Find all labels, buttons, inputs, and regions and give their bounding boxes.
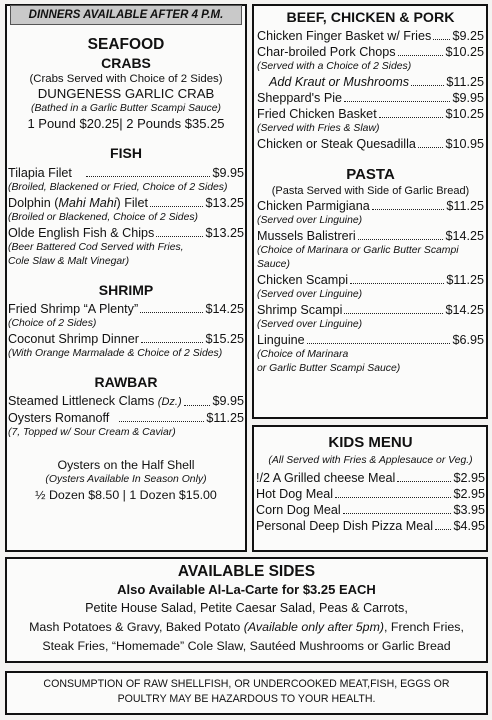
sides-line-1: Petite House Salad, Petite Caesar Salad, Peas & Carrots, bbox=[85, 601, 408, 615]
linguine-note: (Choice of Marinara bbox=[257, 349, 349, 360]
menu-item-pork-chops: Char-broiled Pork Chops $10.25 bbox=[257, 45, 484, 59]
fish-chips-note: (Beer Battered Cod Served with Fries, bbox=[8, 242, 184, 253]
seafood-content bbox=[8, 36, 244, 503]
menu-item-add-kraut: Add Kraut or Mushrooms $11.25 bbox=[269, 75, 484, 89]
menu-item-chicken-finger: Chicken Finger Basket w/ Fries $9.25 bbox=[257, 29, 484, 43]
sides-content bbox=[8, 562, 485, 656]
chicken-parmigiana-note: (Served over Linguine) bbox=[257, 215, 363, 226]
mussels-note: (Choice of Marinara or Garlic Butter Scampi bbox=[257, 245, 459, 256]
half-shell-note: (Oysters Available In Season Only) bbox=[45, 474, 207, 485]
menu-item-linguine: Linguine $6.95 bbox=[257, 333, 484, 347]
coconut-shrimp-note: (With Orange Marmalade & Choice of 2 Sides) bbox=[8, 348, 223, 359]
fish-list bbox=[8, 165, 244, 269]
sides-line-2: Mash Potatoes & Gravy, Baked Potato (Available only after 5pm), French Fries, bbox=[29, 620, 464, 634]
tilapia-note: (Broiled, Blackened or Fried, Choice of 2 Sides) bbox=[8, 182, 228, 193]
dungeness-crab-note: (Bathed in a Garlic Butter Scampi Sauce) bbox=[30, 103, 221, 114]
menu-item-chicken-scampi: Chicken Scampi $11.25 bbox=[257, 273, 484, 287]
oysters-romanoff-note: (7, Topped w/ Sour Cream & Caviar) bbox=[8, 427, 176, 438]
sides-title: AVAILABLE SIDES bbox=[177, 563, 316, 580]
menu-item-fried-chicken: Fried Chicken Basket $10.25 bbox=[257, 107, 484, 121]
shrimp-scampi-note: (Served over Linguine) bbox=[257, 319, 363, 330]
seafood-title: SEAFOOD bbox=[87, 36, 165, 53]
half-shell-prices: ½ Dozen $8.50 | 1 Dozen $15.00 bbox=[35, 488, 217, 502]
menu-item-corn-dog: Corn Dog Meal $3.95 bbox=[256, 503, 485, 517]
menu-item-grilled-cheese: !/2 A Grilled cheese Meal $2.95 bbox=[256, 471, 485, 485]
dungeness-crab-prices: 1 Pound $20.25| 2 Pounds $35.25 bbox=[27, 116, 225, 131]
half-shell-title: Oysters on the Half Shell bbox=[57, 458, 195, 472]
beef-pasta-content bbox=[257, 9, 484, 376]
warning-line-1: CONSUMPTION OF RAW SHELLFISH, OR UNDERCOOKED MEAT,FISH, EGGS OR bbox=[43, 678, 450, 690]
mussels-note-2: Sauce) bbox=[257, 259, 290, 270]
beef-title: BEEF, CHICKEN & PORK bbox=[286, 10, 455, 26]
chicken-scampi-note: (Served over Linguine) bbox=[257, 289, 363, 300]
dolphin-note: (Broiled or Blackened, Choice of 2 Sides) bbox=[8, 212, 199, 223]
rawbar-title: RAWBAR bbox=[94, 374, 158, 390]
menu-item-fried-shrimp: Fried Shrimp “A Plenty” $14.25 bbox=[8, 302, 244, 316]
dungeness-crab-name: DUNGENESS GARLIC CRAB bbox=[37, 86, 215, 101]
fish-title: FISH bbox=[110, 145, 142, 161]
menu-item-coconut-shrimp: Coconut Shrimp Dinner $15.25 bbox=[8, 332, 244, 346]
warning-content bbox=[8, 677, 485, 707]
shrimp-title: SHRIMP bbox=[98, 282, 154, 298]
pork-chops-note: (Served with a Choice of 2 Sides) bbox=[257, 61, 412, 72]
kids-menu-title: KIDS MENU bbox=[328, 434, 413, 451]
pasta-title: PASTA bbox=[346, 166, 395, 183]
sides-subtitle: Also Available Al-La-Carte for $3.25 EACH bbox=[117, 582, 376, 597]
menu-item-hot-dog: Hot Dog Meal $2.95 bbox=[256, 487, 485, 501]
kids-menu-content bbox=[256, 433, 485, 534]
fish-chips-note-2: Cole Slaw & Malt Vinegar) bbox=[8, 256, 130, 267]
kids-menu-note: (All Served with Fries & Applesauce or Veg.) bbox=[268, 455, 473, 466]
menu-item-mussels: Mussels Balistreri $14.25 bbox=[257, 229, 484, 243]
fried-shrimp-note: (Choice of 2 Sides) bbox=[8, 318, 97, 329]
pasta-note: (Pasta Served with Side of Garlic Bread) bbox=[271, 185, 470, 197]
linguine-note-2: or Garlic Butter Scampi Sauce) bbox=[257, 363, 401, 374]
menu-item-quesadilla: Chicken or Steak Quesadilla $10.95 bbox=[257, 137, 484, 151]
menu-item-tilapia: Tilapia Filet $9.95 bbox=[8, 166, 244, 180]
crabs-title: CRABS bbox=[101, 55, 151, 71]
menu-item-littleneck-clams: Steamed Littleneck Clams (Dz.) $9.95 bbox=[8, 394, 244, 408]
menu-item-dolphin: Dolphin (Mahi Mahi) Filet $13.25 bbox=[8, 196, 244, 210]
crabs-note: (Crabs Served with Choice of 2 Sides) bbox=[29, 73, 223, 85]
menu-item-shrimp-scampi: Shrimp Scampi $14.25 bbox=[257, 303, 484, 317]
menu-item-sheppards-pie: Sheppard's Pie $9.95 bbox=[257, 91, 484, 105]
menu-item-deep-dish-pizza: Personal Deep Dish Pizza Meal $4.95 bbox=[256, 519, 485, 533]
dinners-notice: DINNERS AVAILABLE AFTER 4 P.M. bbox=[10, 5, 242, 25]
warning-line-2: POULTRY MAY BE HAZARDOUS TO YOUR HEALTH. bbox=[117, 693, 376, 705]
fried-chicken-note: (Served with Fries & Slaw) bbox=[257, 123, 380, 134]
menu-item-chicken-parmigiana: Chicken Parmigiana $11.25 bbox=[257, 199, 484, 213]
menu-item-oysters-romanoff: Oysters Romanoff $11.25 bbox=[8, 411, 244, 425]
sides-line-3: Steak Fries, “Homemade” Cole Slaw, Sautéed Mushrooms or Garlic Bread bbox=[42, 639, 451, 653]
menu-item-fish-chips: Olde English Fish & Chips $13.25 bbox=[8, 226, 244, 240]
